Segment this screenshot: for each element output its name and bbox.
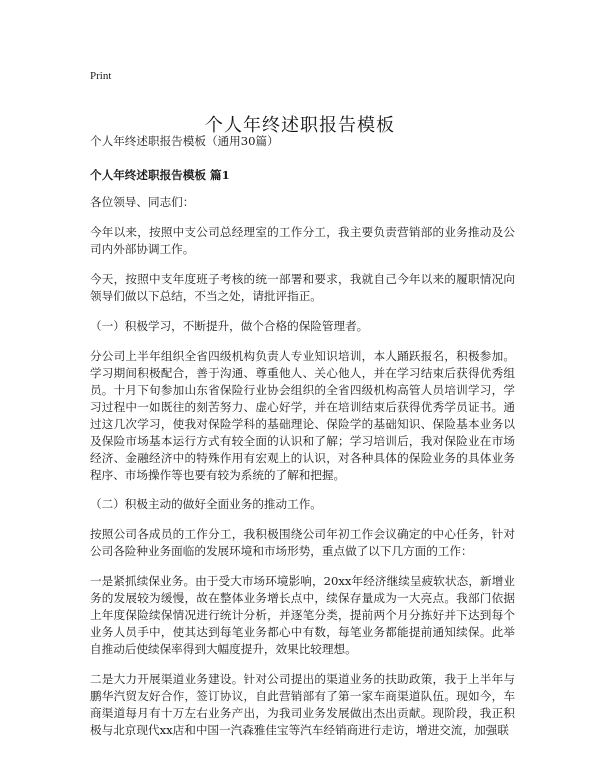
subsection-heading: （一）积极学习，不断提升，做个合格的保险管理者。 [90, 319, 369, 333]
document-title: 个人年终述职报告模板 [205, 115, 395, 137]
print-link[interactable]: Print [90, 70, 112, 82]
paragraph: 二是大力开展渠道业务建设。针对公司提出的渠道业务的扶助政策，我于上半年与鹏华汽贸友好合作，签订协议，自此营销部有了第一家车商渠道队伍。现如今，车商渠道每月有十万左右业务产出，为我司业务发展做出杰出贡献。现阶段，我正积极与北京现代xx店和中国一汽森雅佳宝等汽车经销商进行走访，增进交流，加强联 [90, 672, 515, 737]
subsection-heading: （二）积极主动的做好全面业务的推动工作。 [90, 497, 322, 511]
paragraph: 分公司上半年组织全省四级机构负责人专业知识培训，本人踊跃报名，积极参加。学习期间积极配合，善于沟通、尊重他人、关心他人，并在学习结束后获得优秀组员。十月下旬参加山东省保险行业协会组织的全省四级机构高管人员培训学习，学习过程中一如既往的刻苦努力、虚心好学，并在培训结束后获得优秀学员证书。通过这几次学习，使我对保险学科的基础理论、保险学的基础知识、保险基本业务以及保险市场基本运行方式有较全面的认识和了解；学习培训后，我对保险业在市场经济、金融经济中的特殊作用有宏观上的认识，对各种具体的保险业务的具体业务程序、市场操作等也要有较为系统的了解和把握。 [90, 349, 515, 482]
paragraph: 今年以来，按照中支公司总经理室的工作分工，我主要负责营销部的业务推动及公司内外部协调工作。 [90, 225, 515, 256]
document-subtitle: 个人年终述职报告模板（通用30篇） [90, 134, 279, 148]
paragraph: 按照公司各成员的工作分工，我积极围绕公司年初工作会议确定的中心任务，针对公司各险种业务面临的发展环境和市场形势，重点做了以下几方面的工作： [90, 527, 515, 558]
document-body [90, 133, 515, 752]
salutation: 各位领导、同志们： [90, 195, 195, 209]
section-heading: 个人年终述职报告模板 篇1 [90, 168, 230, 182]
paragraph: 一是紧抓续保业务。由于受大市场环境影响，20xx年经济继续呈疲软状态，新增业务的发展较为缓慢，故在整体业务增长点中，续保存量成为一大亮点。我部门依据上年度保险续保情况进行统计分析，并逐笔分类，提前两个月分拣好并下达到每个业务人员手中，使其达到每笔业务都心中有数，每笔业务都能提前通知续保。此举自推动后使续保率得到大幅度提升，效果比较理想。 [90, 574, 515, 656]
paragraph: 今天，按照中支年度班子考核的统一部署和要求，我就自己今年以来的履职情况向领导们做以下总结，不当之处，请批评指正。 [90, 272, 515, 303]
